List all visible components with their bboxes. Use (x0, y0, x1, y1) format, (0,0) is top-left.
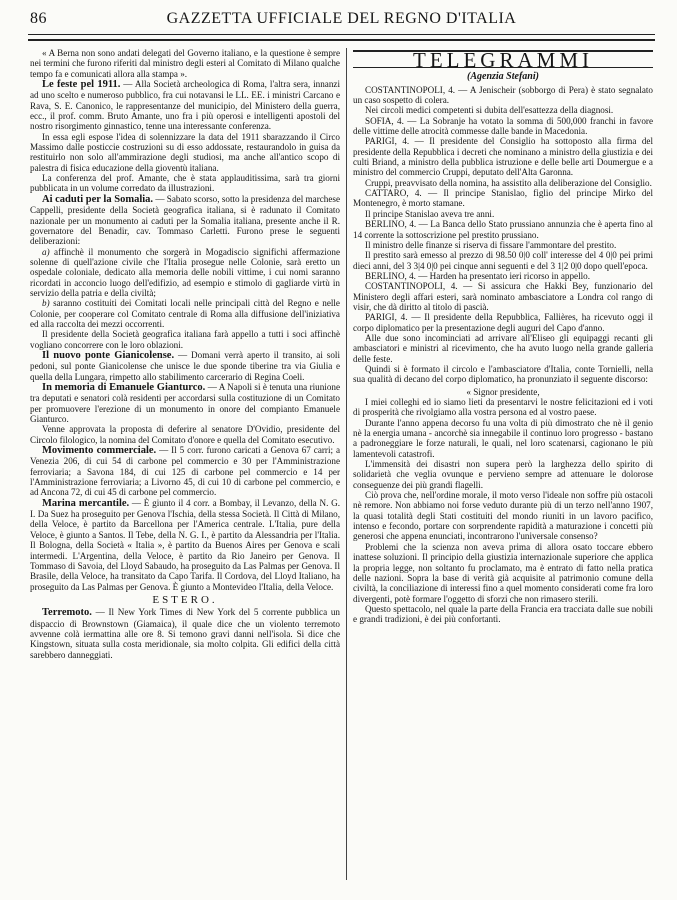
somalia-paragraph (30, 194, 340, 247)
feste-paragraph (30, 79, 340, 132)
telegram-item: Il prestito sarà emesso al prezzo di 98.50 0|0 coll' interesse del 4 0|0 pei primi dieci anni, del 3 3|4 0|0 pei cinque anni seguenti e del 3 1|2 0|0 dopo quell'epoca. (353, 250, 653, 271)
conferenza-paragraph: La conferenza del prof. Amante, che è stata applauditissima, sarà tra giorni pubblicata in un volume corredato da illustrazioni. (30, 173, 340, 194)
feste-heading: Le feste pel 1911. (42, 79, 121, 91)
somalia-text: — Sabato scorso, sotto la presidenza del marchese Cappelli, presidente della Società geografica italiana, si è radunato il Comitato nazionale per un monumento ai caduti per la Somalia italiana, presente anche il R. governatore del Benadir, cav. Tommaso Carletti. Furono prese le seguenti deliberazioni: (30, 193, 340, 247)
telegram-item: BERLINO, 4. — La Banca dello Stato prussiano annunzia che è aperta fino al 14 corrente la sottoscrizione pel prestito prussiano. (353, 219, 653, 240)
telegram-item: PARIGI, 4. — Il presidente della Repubblica, Fallières, ha ricevuto oggi il corpo diplomatico per la presentazione degli auguri del Capo d'anno. (353, 312, 653, 333)
telegram-item: SOFIA, 4. — La Sobranje ha votato la somma di 500,000 franchi in favore delle vittime delle atrocità commesse dalle bande in Macedonia. (353, 115, 653, 137)
ponte-heading: Il nuovo ponte Gianicolense. (42, 349, 175, 361)
speech-paragraph: Durante l'anno appena decorso fu una volta di più dimostrato che nè il genio nè la energia umana - ancorchè sia innegabile il continuo loro progresso - bastano a padroneggiare le forze naturali, le quali, nel loro scatenarsi, cagionano le più lamentevoli catastrofi. (353, 417, 653, 459)
marina-paragraph (30, 498, 340, 592)
gianturco-heading: In memoria di Emanuele Gianturco. (42, 382, 206, 393)
telegram-item: COSTANTINOPOLI, 4. — A Jenischeir (sobborgo di Pera) è stato segnalato un caso sospetto di colera. (353, 84, 653, 106)
dovidio-paragraph: Venne approvata la proposta di deferire al senatore D'Ovidio, presidente del Circolo filologico, la nomina del Comitato d'onore e quella del Comitato esecutivo. (30, 424, 340, 445)
speech-paragraph: L'immensità dei disastri non supera però la larghezza dello spirito di solidarietà che veglia ovunque e pervieno sempre ad attenuare le dolorose conseguenze dei più grandi flagelli. (353, 459, 653, 490)
ponte-text: — Domani verrà aperto il transito, ai soli pedoni, sul ponte Gianicolense che unisce le due sponde tiberine tra via Giulia e quella della Lungara, rimpetto allo stabilimento carcerario di Regina Coeli. (30, 349, 340, 382)
left-column (30, 48, 340, 880)
gianturco-text: — A Napoli si è tenuta una riunione tra deputati e senatori colà residenti per accordarsi sulla costituzione di un Comitato per promuovere l'erezione di un monumento in onore del compianto Emanuele Gianturco. (30, 382, 340, 425)
terremoto-paragraph (30, 607, 340, 660)
header-rule (28, 34, 655, 41)
telegram-item: BERLINO, 4. — Harden ha presentato ieri ricorso in appello. (365, 270, 591, 281)
speech-paragraph: I miei colleghi ed io siamo lieti da presentarvi le nostre felicitazioni ed i voti di prosperità che rivolgiamo alla vostra persona ed al vostro paese. (353, 397, 653, 418)
marina-text: — È giunto il 4 corr. a Bombay, il Levanzo, della N. G. I. Da Suez ha proseguito per Genova l'Ischia, della stessa Società. Il Città di Milano, della Veloce, è partito da Barcellona per l'America centrale. L'Italia, pure della Veloce, è giunto a Santos. Il Tebe, della N. G. I., è partito da Alessandria per l'Italia. Il Bologna, della Società « Italia », è partito da Buenos Aires per Genova e scali intermedi. L'Argentina, della Veloce, è partito da Rio Janeiro per Genova. Il Tommaso di Savoia, del Lloyd Sabaudo, ha proseguito da Las Palmas per Genova. Il Brasile, della Veloce, ha transitato da Capo Tarifa. Il Cordova, del Lloyd Italiano, ha proseguito da Las Palmas per Genova. È giunto a Montevideo l'Italia, della Veloce. (30, 497, 340, 592)
movimento-text: — Il 5 corr. furono caricati a Genova 67 carri; a Venezia 206, di cui 54 di carbone pel commercio e 30 per l'Amministrazione ferroviaria; a Savona 184, di cui 125 di carbone pel commercio e 14 per l'Amministrazione ferroviaria; a Livorno 45, di cui 10 di carbone pel commercio, e ad Ancona 72, di cui 45 di carbone pel commercio. (30, 445, 340, 498)
telegram-item: Il ministro delle finanze si riserva di fissare l'ammontare del prestito. (365, 239, 617, 250)
terremoto-text: — Il New York Times di New York del 5 corrente pubblica un dispaccio di Brownstown (Giamaica), il quale dice che un violento terremoto avvenne colà iermattina alle ore 8. Si temono gravi danni nell'isola. Si dice che Kingstown, situata sulla costa meridionale, sia molto colpita. Gli edifici della città sarebbero danneggiati. (30, 607, 340, 660)
deliberation-a-marker: a) (42, 246, 50, 257)
marina-heading: Marina mercantile. (42, 497, 130, 509)
terremoto-heading: Terremoto. (42, 607, 92, 619)
speech-salutation: « Signor presidente, (466, 386, 540, 397)
speech-paragraph: Questo spettacolo, nel quale la parte della Francia era tracciata dalle sue nobili e grandi tradizioni, è dei più confortanti. (353, 603, 653, 625)
telegram-item: Nei circoli medici competenti si dubita dell'esattezza della diagnosi. (365, 105, 614, 116)
berna-paragraph: « A Berna non sono andati delegati del Governo italiano, e la questione è sempre nei termini che furono riferiti dal ministro degli esteri al Comitato di Milano qualche tempo fa e comunicati allora alla stampa ». (30, 48, 340, 79)
speech-paragraph: Problemi che la scienza non aveva prima di allora osato toccare ebbero inattese soluzioni. Il principio della giustizia internazionale superiore che applica la propria legge, non soltanto fu proclamato, ma è entrato di fatto nella pratica delle nazioni. Sopra la base di verità già acquisite al patrimonio comune della civiltà, la conciliazione di interessi fino a quel momento considerati come fra loro divergenti, potè formare l'oggetto di sforzi che non rimasero sterili. (353, 541, 653, 604)
page-number: 86 (30, 10, 47, 27)
estero-heading: ESTERO. (152, 593, 218, 606)
telegram-item: Quindi si è formato il circolo e l'ambasciatore d'Italia, conte Tornielli, nella sua qualità di decano del corpo diplomatico, ha pronunziato il seguente discorso: (353, 363, 653, 385)
movimento-heading: Movimento commerciale. (42, 445, 157, 457)
feste-text: — Alla Società archeologica di Roma, l'altra sera, innanzi ad uno scelto e numeroso pubblico, fra cui notavansi le LL. EE. i ministri Carcano e Rava, S. E. Canonico, le rappresentanze del municipio, del Ministero della guerra, ecc., il prof. comm. Bruto Amante, uno fra i più operosi e intelligenti apostoli del nostro risorgimento ginnastico, tenne una interessante conferenza. (30, 79, 340, 132)
deliberation-a (30, 247, 340, 299)
right-column (353, 48, 653, 880)
deliberation-b (30, 298, 340, 329)
speech-paragraph: Ciò prova che, nell'ordine morale, il moto verso l'ideale non soffre più ostacoli nè remore. Non abbiamo noi forse veduto durante più di un terzo nell'anno 1907, la quasi totalità degli Stati costituiti del mondo riuniti in un lavoro pacifico, intenso e fecondo, portare con sorprendente rapidità a maturazione i concetti più generosi che appena enunciati, incontrarono l'universale consenso? (353, 490, 653, 542)
telegram-item: Cruppi, preavvisato della nomina, ha assistito alla deliberazione del Consiglio. (365, 177, 652, 188)
column-divider (346, 48, 347, 880)
somalia-heading: Ai caduti per la Somalia. (42, 193, 154, 205)
deliberation-a-text: affinchè il monumento che sorgerà in Mogadiscio significhi affermazione solenne di quell'azione civile che l'Italia prosegue nelle Colonie, sarà eretto un ospedale coloniale, dedicato alla memoria delle nobili vittime, i cui nomi saranno ricordati in acconcio luogo dell'edifizio, ad esempio e stimolo di gagliarde virtù in servizio della patria e della civiltà; (30, 246, 340, 298)
journal-title: GAZZETTA UFFICIALE DEL REGNO D'ITALIA (166, 10, 517, 27)
circo-paragraph: In essa egli espose l'idea di solennizzare la data del 1911 sbarazzando il Circo Massimo dalle posticcie costruzioni su di esso addossate, restaurandolo in guisa da restituirlo non solo all'ammirazione degli studiosi, ma anche all'antico scopo di palestra di fisica educazione della gioventù italiana. (30, 131, 340, 173)
telegram-item: COSTANTINOPOLI, 4. — Si assicura che Hakki Bey, funzionario del Ministero degli affari esteri, sarà nominato ambasciatore a Londra col rango di visir, che dà diritto al titolo di pascià. (353, 281, 653, 312)
appello-paragraph: Il presidente della Società geografica italiana farà appello a tutti i soci affinchè vogliano concorrere con le loro oblazioni. (30, 329, 340, 350)
gianturco-paragraph (30, 382, 340, 424)
telegrammi-title: TELEGRAMMI (353, 50, 653, 68)
deliberation-b-text: saranno costituiti dei Comitati locali nelle principali città del Regno e nelle Colonie, per cooperare col Comitato centrale di Roma alla diffusione dell'iniziativa ed alla raccolta dei mezzi occorrenti. (30, 298, 340, 329)
ponte-paragraph (30, 350, 340, 382)
running-head (30, 10, 653, 30)
deliberation-b-marker: b) (42, 298, 50, 309)
telegram-item: Il principe Stanislao aveva tre anni. (365, 208, 495, 219)
telegram-item: Alle due sono incominciati ad arrivare all'Eliseo gli equipaggi recanti gli ambasciatori e ministri al ricevimento, che ha avuto luogo nella grande galleria delle feste. (353, 332, 653, 364)
agency-label: (Agenzia Stefani) (467, 71, 539, 83)
telegram-item: PARIGI, 4. — Il presidente del Consiglio ha sottoposto alla firma del presidente della Repubblica i decreti che nominano a ministro della giustizia e dei culti Briand, a ministro della pubblica istruzione e delle belle arti Doumergue e a ministro del commercio Cruppi, deputato dell'Alta Garonna. (353, 136, 653, 178)
telegram-item: CATTARO, 4. — Il principe Stanislao, figlio del principe Mirko del Montenegro, è morto stamane. (353, 188, 653, 209)
movimento-paragraph (30, 445, 340, 498)
